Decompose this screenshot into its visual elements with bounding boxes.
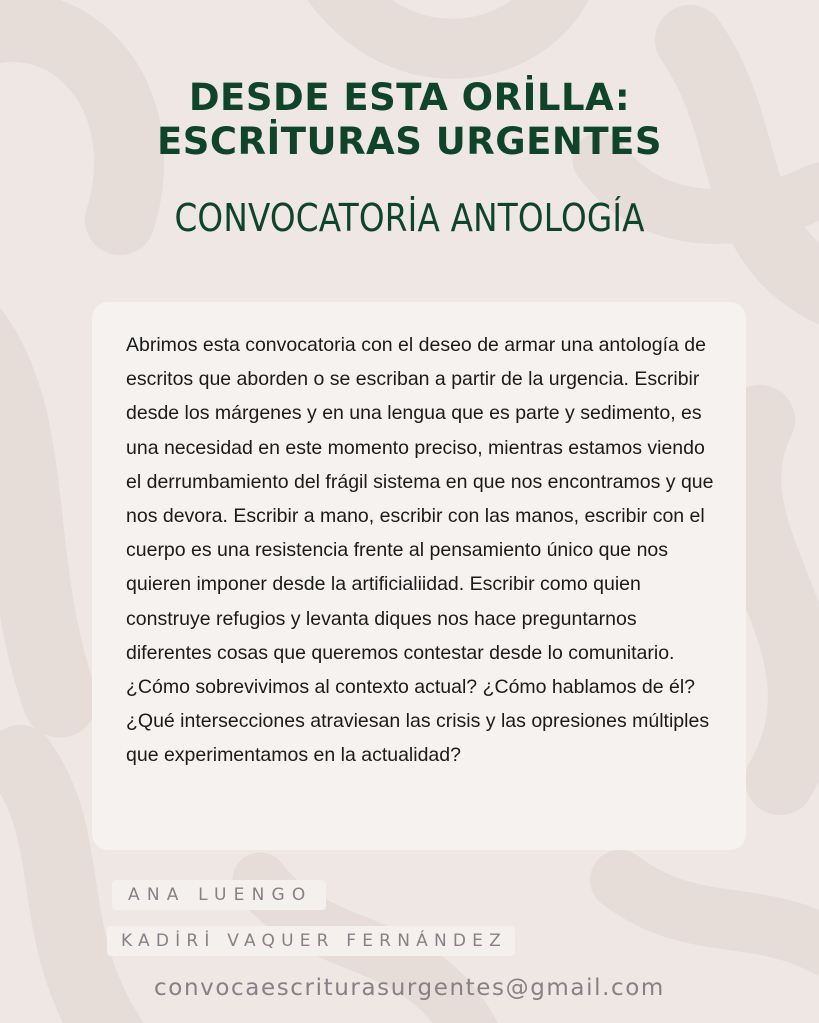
author-name-1: ANA LUENGO [112, 880, 326, 910]
poster-subtitle: CONVOCATORİA ANTOLOGÍA [174, 196, 645, 240]
title-line-1: DESDE ESTA ORİLLA: [188, 76, 631, 119]
title-line-2: ESCRİTURAS URGENTES [156, 120, 663, 163]
poster-title [0, 76, 819, 164]
author-name-2: KADİRİ VAQUER FERNÁNDEZ [107, 926, 515, 956]
contact-email: convocaescriturasurgentes@gmail.com [154, 975, 665, 1001]
description-card [92, 302, 746, 850]
description-text: Abrimos esta convocatoria con el deseo de armar una antología de escritos que aborden o se escriban a partir de la urgencia. Escribir desde los márgenes y en una lengua que es parte y sedimento, es una necesidad en este momento preciso, mientras estamos viendo el derrumbamiento del frágil sistema en que nos encontramos y que nos devora. Escribir a mano, escribir con las manos, escribir con el cuerpo es una resistencia frente al pensamiento único que nos quieren imponer desde la artificialiidad. Escribir como quien construye refugios y levanta diques nos hace preguntarnos diferentes cosas que queremos contestar desde lo comunitario. ¿Cómo sobrevivimos al contexto actual? ¿Cómo hablamos de él? ¿Qué intersecciones atraviesan las crisis y las opresiones múltiples que experimentamos en la actualidad? [126, 334, 714, 767]
